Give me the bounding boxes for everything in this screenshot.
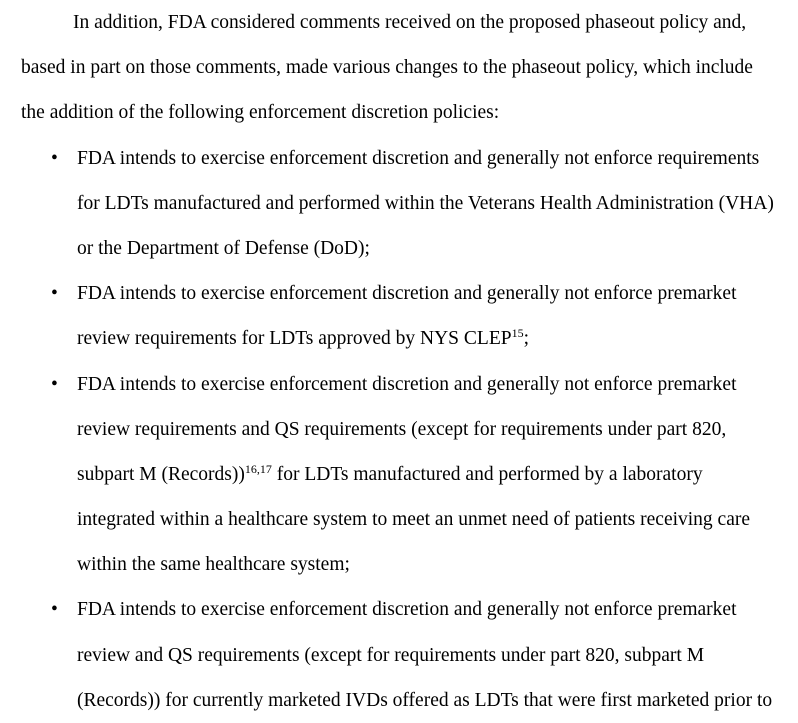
text-segment: the addition of the following enforcement discretion policies: [21, 102, 500, 124]
bullet-line [21, 362, 780, 407]
bullet-line [21, 407, 780, 452]
bullet-line [21, 136, 780, 181]
bullet-line [21, 316, 780, 361]
footnote-reference: 16,17 [244, 461, 272, 476]
bullet-line [21, 587, 780, 632]
bullet-item [21, 587, 780, 723]
paragraph-line [21, 45, 780, 90]
paragraph-line [21, 90, 780, 135]
intro-paragraph [21, 0, 780, 136]
bullet-line [21, 497, 780, 542]
text-segment: (Records)) for currently marketed IVDs offered as LDTs that were first marketed prior to [77, 689, 773, 711]
text-segment: In addition, FDA considered comments received on the proposed phaseout policy and, [73, 12, 747, 33]
text-segment: review and QS requirements (except for requirements under part 820, subpart M [77, 644, 705, 666]
bullet-line [21, 452, 780, 497]
bullet-line [21, 633, 780, 678]
bullet-marker-icon: • [51, 373, 58, 395]
bullet-line [21, 181, 780, 226]
text-segment: review requirements and QS requirements (except for requirements under part 820, [77, 418, 727, 440]
text-segment: based in part on those comments, made various changes to the phaseout policy, which include [21, 57, 753, 79]
text-segment: for LDTs manufactured and performed within the Veterans Health Administration (VHA) [77, 192, 774, 214]
bullet-line [21, 678, 780, 723]
bullet-item [21, 362, 780, 588]
enforcement-discretion-bullet-list [21, 136, 780, 723]
text-segment: FDA intends to exercise enforcement discretion and generally not enforce requirements [77, 147, 760, 169]
bullet-item [21, 271, 780, 361]
text-segment: subpart M (Records)) [77, 463, 245, 485]
text-segment: within the same healthcare system; [77, 554, 350, 576]
bullet-line [21, 226, 780, 271]
bullet-line [21, 271, 780, 316]
paragraph-line [21, 0, 780, 45]
bullet-marker-icon: • [51, 599, 58, 621]
footnote-reference: 15 [511, 326, 524, 341]
bullet-marker-icon: • [51, 147, 58, 169]
text-segment: review requirements for LDTs approved by NYS CLEP [77, 328, 512, 350]
bullet-marker-icon: • [51, 283, 58, 305]
text-segment: integrated within a healthcare system to meet an unmet need of patients receiving care [77, 509, 751, 531]
text-segment: FDA intends to exercise enforcement discretion and generally not enforce premarket [77, 599, 737, 621]
text-segment: FDA intends to exercise enforcement discretion and generally not enforce premarket [77, 373, 737, 395]
text-segment: for LDTs manufactured and performed by a laboratory [271, 463, 703, 485]
bullet-line [21, 542, 780, 587]
text-segment: ; [523, 328, 530, 350]
text-segment: or the Department of Defense (DoD); [77, 237, 370, 259]
bullet-item [21, 136, 780, 272]
text-segment: FDA intends to exercise enforcement discretion and generally not enforce premarket [77, 283, 737, 305]
